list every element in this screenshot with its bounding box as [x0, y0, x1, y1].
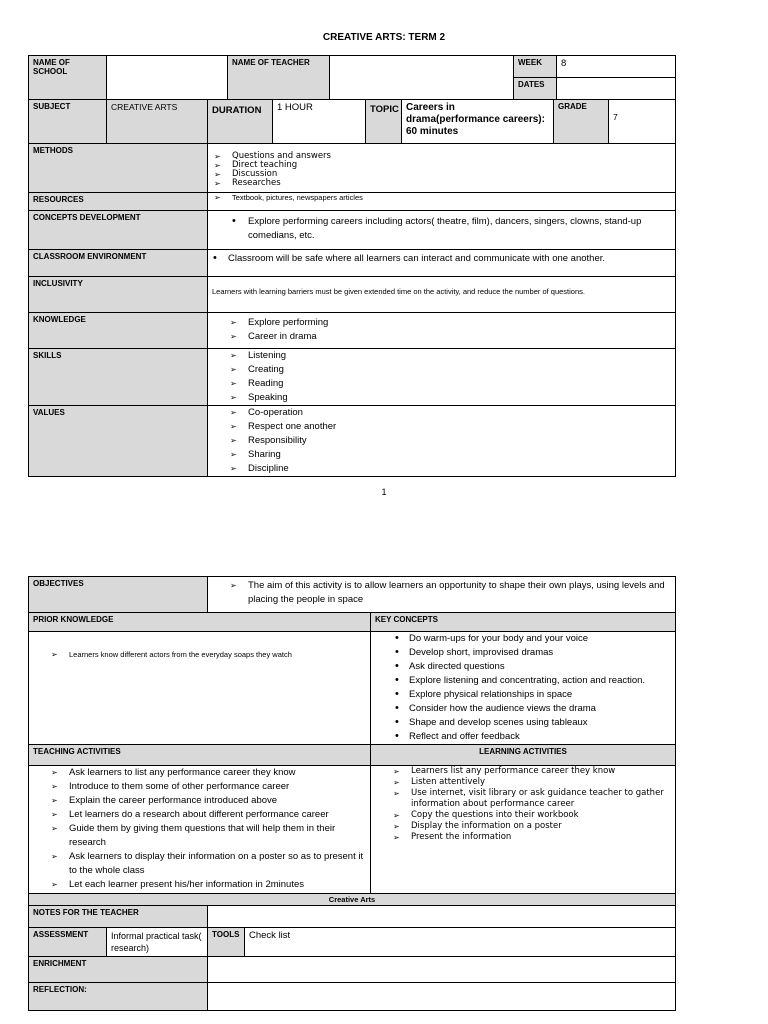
enrichment-value: [208, 957, 675, 983]
notes-value: [208, 906, 675, 928]
activities-table: [28, 576, 676, 1011]
list-item: ➢ Co-operation: [230, 407, 303, 418]
list-item: ➢ Introduce to them some of other performance career: [51, 781, 290, 792]
duration-value: 1 HOUR: [273, 100, 366, 144]
list-item: ➢ Ask learners to list any performance career they know: [51, 767, 296, 778]
learning-activities-label: LEARNING ACTIVITIES: [371, 745, 675, 766]
tools-value: Check list: [245, 928, 675, 957]
reflection-value: [208, 983, 675, 1010]
teaching-activities-label: TEACHING ACTIVITIES: [29, 745, 371, 766]
list-item: ➢ Explore performing: [230, 317, 329, 328]
prior-list: [33, 650, 366, 659]
list-item: ➢ Display the information on a poster: [393, 821, 562, 831]
tools-label: TOOLS: [208, 928, 245, 957]
methods-list: [212, 152, 671, 188]
teaching-activities-cell: [29, 766, 371, 894]
week-label: WEEK: [514, 56, 557, 78]
teacher-label: NAME OF TEACHER: [228, 56, 330, 100]
skills-list: [212, 349, 671, 405]
knowledge-label: KNOWLEDGE: [29, 313, 208, 349]
list-item: ➢ Let learners do a research about different performance career: [51, 809, 329, 820]
assessment-label: ASSESSMENT: [29, 928, 107, 957]
list-item: ➢ Textbook, pictures, newspapers articles: [214, 193, 363, 202]
knowledge-list: [212, 316, 671, 344]
list-item: ➢ Learners know different actors from the everyday soaps they watch: [51, 650, 292, 659]
environment-label: CLASSROOM ENVIRONMENT: [29, 250, 208, 277]
objectives-cell: [208, 577, 675, 613]
list-item: ➢ Direct teaching: [214, 160, 298, 170]
list-item: • Explore listening and concentrating, action and reaction.: [395, 674, 646, 686]
topic-value: Careers in drama(performance careers): 60 minutes: [402, 100, 554, 144]
list-item: ➢ Questions and answers: [214, 151, 331, 161]
list-item: ➢ Creating: [230, 364, 284, 375]
list-item: • Ask directed questions: [395, 660, 505, 672]
objectives-label: OBJECTIVES: [29, 577, 208, 613]
list-item: • Develop short, improvised dramas: [395, 646, 554, 658]
concepts-list: [212, 215, 671, 243]
list-item: ➢ Let each learner present his/her information in 2minutes: [51, 879, 304, 890]
teacher-value: [330, 56, 514, 100]
topic-label: TOPIC: [366, 100, 402, 144]
prior-knowledge-label: PRIOR KNOWLEDGE: [29, 613, 371, 632]
subject-value: CREATIVE ARTS: [107, 100, 208, 144]
assessment-value: Informal practical task( research): [107, 928, 208, 957]
school-label: NAME OF SCHOOL: [29, 56, 107, 100]
list-item: ➢ Responsibility: [230, 435, 307, 446]
resources-list: [212, 193, 671, 202]
list-item: ➢ Copy the questions into their workbook: [393, 810, 579, 820]
page-number: 1: [381, 487, 387, 497]
list-item: • Explore performing careers including actors( theatre, film), dancers, singers, clowns, stand-up comedians, etc.: [232, 215, 642, 241]
subject-label: SUBJECT: [29, 100, 107, 144]
list-item: ➢ Ask learners to display their information on a poster so as to present it to the whole class: [51, 851, 364, 876]
concepts-cell: [208, 211, 675, 250]
lesson-plan-table: [28, 55, 676, 477]
dates-label: DATES: [514, 78, 557, 100]
values-label: VALUES: [29, 406, 208, 476]
enrichment-label: ENRICHMENT: [29, 957, 208, 983]
skills-cell: [208, 349, 675, 406]
dates-value: [557, 78, 675, 100]
resources-label: RESOURCES: [29, 193, 208, 211]
methods-label: METHODS: [29, 144, 208, 193]
skills-label: SKILLS: [29, 349, 208, 406]
list-item: • Explore physical relationships in space: [395, 688, 573, 700]
list-item: • Reflect and offer feedback: [395, 730, 520, 742]
knowledge-cell: [208, 313, 675, 349]
learning-activities-cell: [371, 766, 675, 894]
key-concepts-label: KEY CONCEPTS: [371, 613, 675, 632]
key-concepts-list: [375, 632, 671, 744]
concepts-label: CONCEPTS DEVELOPMENT: [29, 211, 208, 250]
reflection-label: REFLECTION:: [29, 983, 208, 1010]
list-item: ➢ Learners list any performance career they know: [393, 766, 616, 776]
key-concepts-cell: [371, 632, 675, 745]
list-item: ➢ Guide them by giving them questions that will help them in their research: [51, 823, 336, 848]
list-item: ➢ Discipline: [230, 463, 289, 474]
list-item: ➢ Respect one another: [230, 421, 337, 432]
list-item: ➢ Career in drama: [230, 331, 317, 342]
values-cell: [208, 406, 675, 476]
list-item: ➢ Researches: [214, 178, 281, 188]
list-item: ➢ Listening: [230, 350, 287, 361]
list-item: ➢ Sharing: [230, 449, 281, 460]
grade-value: 7: [609, 100, 675, 144]
list-item: • Classroom will be safe where all learners can interact and communicate with one another.: [213, 252, 606, 264]
inclusivity-value: Learners with learning barriers must be given extended time on the activity, and reduce the number of questions.: [208, 277, 675, 313]
grade-label: GRADE: [554, 100, 609, 144]
page-title: CREATIVE ARTS: TERM 2: [322, 32, 446, 43]
week-value: 8: [557, 56, 675, 78]
list-item: ➢ Use internet, visit library or ask guidance teacher to gather information about performance career: [393, 788, 664, 809]
list-item: ➢ The aim of this activity is to allow learners an opportunity to shape their own plays, using levels and placing the people in space: [230, 580, 665, 605]
methods-cell: [208, 144, 675, 193]
notes-label: NOTES FOR THE TEACHER: [29, 906, 208, 928]
environment-list: [212, 252, 671, 266]
resources-cell: [208, 193, 675, 211]
school-value: [107, 56, 228, 100]
duration-label: DURATION: [208, 100, 273, 144]
teaching-list: [33, 766, 366, 892]
list-item: • Shape and develop scenes using tableaux: [395, 716, 588, 728]
values-list: [212, 406, 671, 476]
list-item: • Consider how the audience views the drama: [395, 702, 596, 714]
inclusivity-label: INCLUSIVITY: [29, 277, 208, 313]
list-item: ➢ Explain the career performance introduced above: [51, 795, 278, 806]
learning-list: [375, 766, 671, 843]
prior-knowledge-cell: [29, 632, 371, 745]
footer-band: Creative Arts: [29, 894, 675, 906]
list-item: ➢ Discussion: [214, 169, 278, 179]
list-item: • Do warm-ups for your body and your voice: [395, 632, 588, 644]
objectives-list: [212, 579, 671, 607]
list-item: ➢ Listen attentively: [393, 777, 486, 787]
environment-cell: [208, 250, 675, 277]
list-item: ➢ Present the information: [393, 832, 512, 842]
list-item: ➢ Speaking: [230, 392, 288, 403]
list-item: ➢ Reading: [230, 378, 284, 389]
